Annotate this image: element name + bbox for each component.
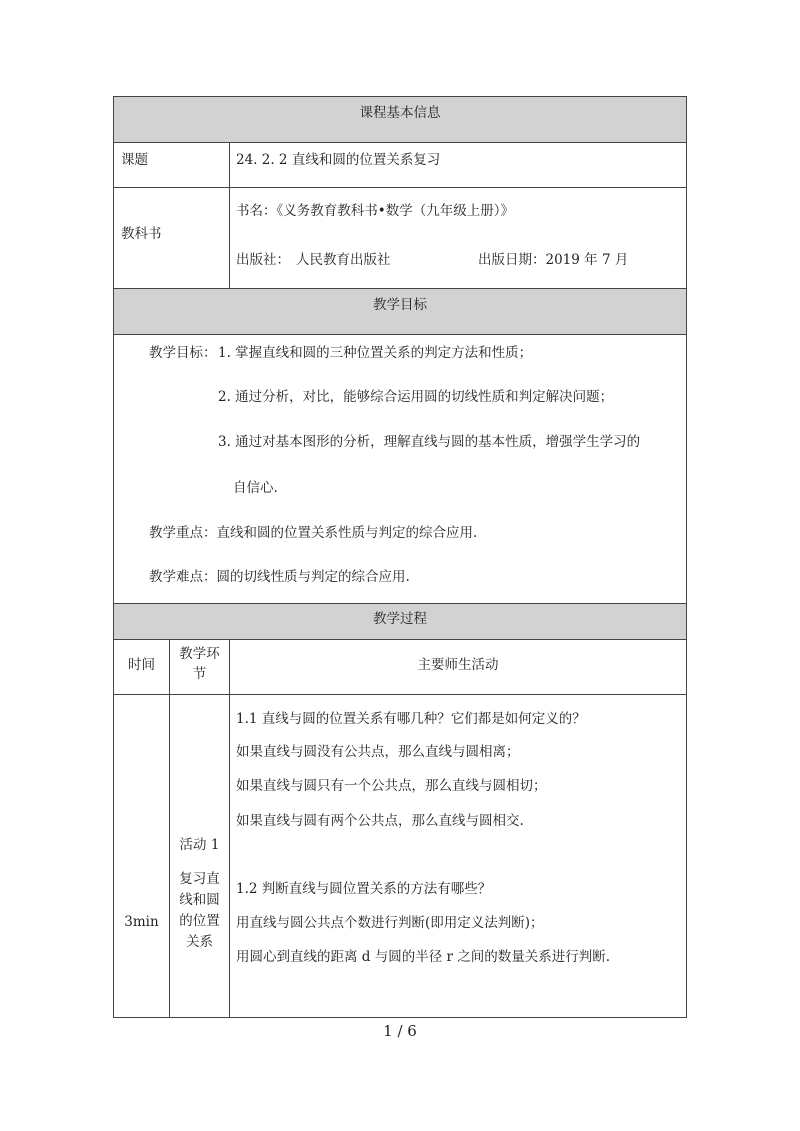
goal-item-3: 3. 通过对基本图形的分析，理解直线与圆的基本性质，增强学生学习的 <box>218 434 641 450</box>
difficulty-point: 教学难点：圆的切线性质与判定的综合应用. <box>149 569 410 585</box>
topic-value: 24. 2. 2 直线和圆的位置关系复习 <box>236 152 441 168</box>
page-number: 1 / 6 <box>383 1022 417 1040</box>
col-activity-header: 主要师生活动 <box>417 657 499 673</box>
basic-info-header: 课程基本信息 <box>359 105 441 121</box>
row1-stage-line: 关系 <box>186 934 213 950</box>
table-rule <box>113 288 687 289</box>
row1-time: 3min <box>124 914 159 930</box>
publisher-label: 出版社： <box>236 252 290 268</box>
row1-stage-line: 的位置 <box>179 913 220 929</box>
row1-content-line: 如果直线与圆只有一个公共点，那么直线与圆相切； <box>236 778 547 794</box>
table-rule <box>113 694 687 695</box>
book-name: 书名：《义务教育教科书•数学（九年级上册）》 <box>236 203 514 219</box>
table-rule <box>113 96 687 97</box>
table-rule <box>113 96 114 1018</box>
goal-label: 教学目标： <box>149 345 217 361</box>
process-header: 教学过程 <box>373 611 427 627</box>
key-point: 教学重点：直线和圆的位置关系性质与判定的综合应用. <box>149 525 478 541</box>
col-time-header: 时间 <box>128 657 155 673</box>
goals-header: 教学目标 <box>373 297 427 313</box>
publish-date: 出版日期：2019 年 7 月 <box>478 252 629 268</box>
table-rule <box>113 603 687 604</box>
row1-content-line: 如果直线与圆有两个公共点，那么直线与圆相交. <box>236 813 524 829</box>
table-rule <box>113 334 687 335</box>
topic-label: 课题 <box>121 152 148 168</box>
row1-stage-line: 线和圆 <box>179 892 220 908</box>
row1-content-line: 如果直线与圆没有公共点，那么直线与圆相离； <box>236 744 520 760</box>
table-rule <box>229 142 230 289</box>
col-stage-header-2: 节 <box>192 666 207 682</box>
table-rule <box>113 639 687 640</box>
row1-content-line: 1.2 判断直线与圆位置关系的方法有哪些？ <box>236 881 492 897</box>
table-rule <box>686 96 687 1018</box>
row1-content-line: 用直线与圆公共点个数进行判断(即用定义法判断)； <box>236 915 544 931</box>
goal-item-2: 2. 通过分析，对比，能够综合运用圆的切线性质和判定解决问题； <box>218 389 614 405</box>
table-rule <box>169 639 170 1018</box>
goal-item-3-cont: 自信心. <box>233 480 278 496</box>
col-stage-header-1: 教学环 <box>179 646 220 662</box>
row1-stage-title: 活动 1 <box>179 837 220 853</box>
table-rule <box>113 1017 687 1018</box>
publisher-name: 人民教育出版社 <box>296 252 391 268</box>
table-rule <box>113 187 687 188</box>
row1-content-line: 用圆心到直线的距离 d 与圆的半径 r 之间的数量关系进行判断. <box>236 949 611 965</box>
row1-content-line: 1.1 直线与圆的位置关系有哪几种？它们都是如何定义的？ <box>236 711 586 727</box>
textbook-label: 教科书 <box>121 226 162 242</box>
goal-item-1: 1. 掌握直线和圆的三种位置关系的判定方法和性质； <box>218 345 533 361</box>
table-rule <box>113 142 687 143</box>
table-rule <box>229 639 230 1018</box>
row1-stage-line: 复习直 <box>179 871 220 887</box>
